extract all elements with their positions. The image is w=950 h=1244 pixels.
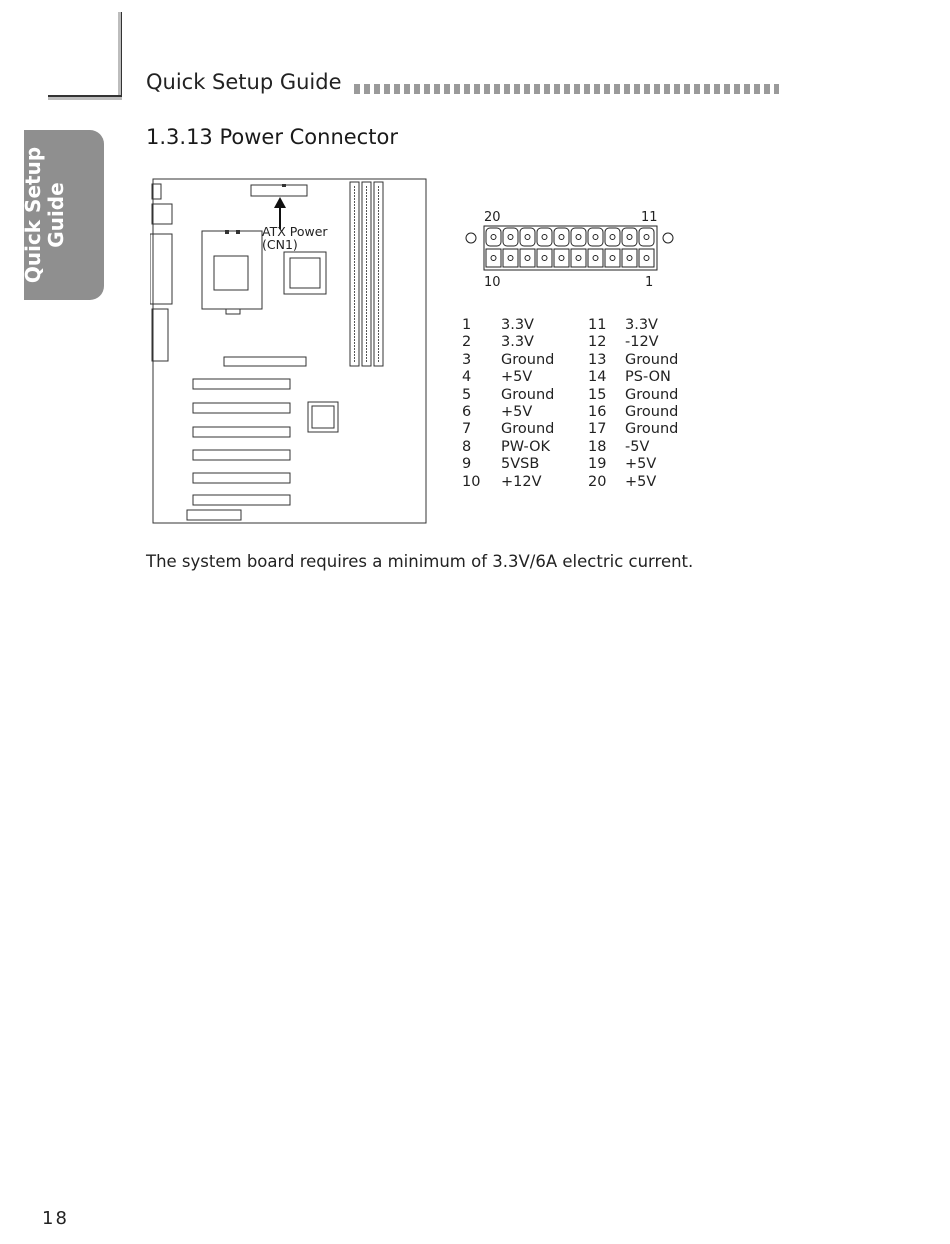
- rear-io-port-2: [152, 204, 172, 224]
- pin-signal: -12V: [625, 334, 659, 351]
- pin-contact: [627, 256, 632, 261]
- pin-number: 13: [588, 351, 607, 368]
- pin-signal: 5VSB: [501, 456, 540, 473]
- pin-contact: [610, 235, 615, 240]
- pin-number: 7: [462, 421, 472, 438]
- pin-signal: PW-OK: [501, 438, 551, 455]
- pin-number: 8: [462, 438, 472, 455]
- agp-slot: [224, 357, 306, 366]
- power-connector-pinout: [460, 205, 680, 295]
- pci-slot-1: [193, 379, 290, 389]
- crop-mark-vertical-line: [121, 12, 122, 100]
- cpu-socket-inner: [214, 256, 248, 290]
- pin-signal: Ground: [501, 351, 555, 368]
- crop-mark-horizontal: [48, 97, 122, 100]
- table-row: [462, 334, 702, 351]
- pin-number: 1: [462, 317, 472, 333]
- pin-signal: 3.3V: [501, 317, 534, 333]
- atx-power-label: ATX Power: [262, 224, 328, 239]
- table-row: [462, 387, 702, 404]
- pin-contact: [559, 235, 564, 240]
- pin-number: 12: [588, 334, 607, 351]
- pin-number: 2: [462, 334, 472, 351]
- section-title: 1.3.13 Power Connector: [146, 125, 398, 149]
- pin-label-11: 11: [641, 210, 658, 225]
- pin-signal: Ground: [625, 386, 679, 403]
- pci-slot-4: [193, 450, 290, 460]
- pin-number: 10: [462, 473, 481, 490]
- pin-contact: [491, 256, 496, 261]
- pin-signal: -5V: [625, 438, 650, 455]
- pin-contact: [525, 235, 530, 240]
- header-dot-rule: [354, 84, 779, 94]
- table-row: [462, 404, 702, 421]
- body-paragraph: The system board requires a minimum of 3.3V/6A electric current.: [146, 552, 694, 571]
- table-row: [462, 352, 702, 369]
- pin-number: 19: [588, 456, 607, 473]
- pin-number: 14: [588, 369, 607, 386]
- pin-cells: [486, 228, 654, 267]
- pin-contact: [593, 235, 598, 240]
- side-tab-label: [22, 130, 82, 300]
- pin-signal: +5V: [625, 473, 657, 490]
- pin-signal: Ground: [501, 386, 555, 403]
- page-number: 18: [42, 1208, 69, 1229]
- pin-number: 3: [462, 351, 472, 368]
- pin-contact: [610, 256, 615, 261]
- latch-left: [466, 233, 476, 243]
- pin-contact: [508, 235, 513, 240]
- pin-number: 11: [588, 317, 607, 333]
- pci-slot-5: [193, 473, 290, 483]
- pin-assignment-table: [462, 317, 702, 491]
- pin-signal: Ground: [501, 421, 555, 438]
- table-row: [462, 317, 702, 334]
- pin-contact: [576, 235, 581, 240]
- rear-io-audio: [152, 309, 168, 361]
- pin-number: 6: [462, 403, 472, 420]
- pin-number: 17: [588, 421, 607, 438]
- pin-contact: [508, 256, 513, 261]
- pci-slot-6: [193, 495, 290, 505]
- pin-number: 4: [462, 369, 472, 386]
- pin-contact: [627, 235, 632, 240]
- pin-signal: Ground: [625, 351, 679, 368]
- header-title: Quick Setup Guide: [146, 70, 342, 94]
- table-row: [462, 421, 702, 438]
- pin-contact: [644, 235, 649, 240]
- motherboard-diagram: [150, 176, 432, 528]
- pin-contact: [525, 256, 530, 261]
- isa-slot: [187, 510, 241, 520]
- table-row: [462, 474, 702, 491]
- table-row: [462, 456, 702, 473]
- pin-number: 18: [588, 438, 607, 455]
- pin-label-20: 20: [484, 210, 501, 225]
- pin-signal: +5V: [501, 369, 533, 386]
- cn1-label: (CN1): [262, 237, 298, 252]
- pin-signal: 3.3V: [501, 334, 534, 351]
- latch-right: [663, 233, 673, 243]
- pin-number: 16: [588, 403, 607, 420]
- side-tab-line-1: Quick Setup: [21, 146, 45, 284]
- pin-contact: [542, 256, 547, 261]
- pin-signal: +12V: [501, 473, 542, 490]
- cpu-socket: [202, 231, 262, 309]
- pin-contact: [559, 256, 564, 261]
- pin-number: 15: [588, 386, 607, 403]
- pin-contact: [542, 235, 547, 240]
- pin-contact: [576, 256, 581, 261]
- pci-slot-2: [193, 403, 290, 413]
- pin-signal: 3.3V: [625, 317, 658, 333]
- pin-signal: Ground: [625, 403, 679, 420]
- pin-signal: +5V: [625, 456, 657, 473]
- north-bridge-inner: [290, 258, 320, 288]
- pin-signal: PS-ON: [625, 369, 671, 386]
- pin-contact: [491, 235, 496, 240]
- pin-contact: [644, 256, 649, 261]
- south-bridge-inner: [312, 406, 334, 428]
- cpu-socket-lever: [226, 309, 240, 314]
- pin-contact: [593, 256, 598, 261]
- table-row: [462, 439, 702, 456]
- atx-power-connector: [251, 185, 307, 196]
- pin-number: 5: [462, 386, 472, 403]
- table-row: [462, 369, 702, 386]
- pin-signal: Ground: [625, 421, 679, 438]
- pin-label-10: 10: [484, 275, 501, 290]
- pci-slot-3: [193, 427, 290, 437]
- side-tab-line-2: Guide: [44, 182, 68, 248]
- pin-signal: +5V: [501, 403, 533, 420]
- pin-number: 9: [462, 456, 472, 473]
- pin-label-1: 1: [645, 275, 654, 290]
- pin-number: 20: [588, 473, 607, 490]
